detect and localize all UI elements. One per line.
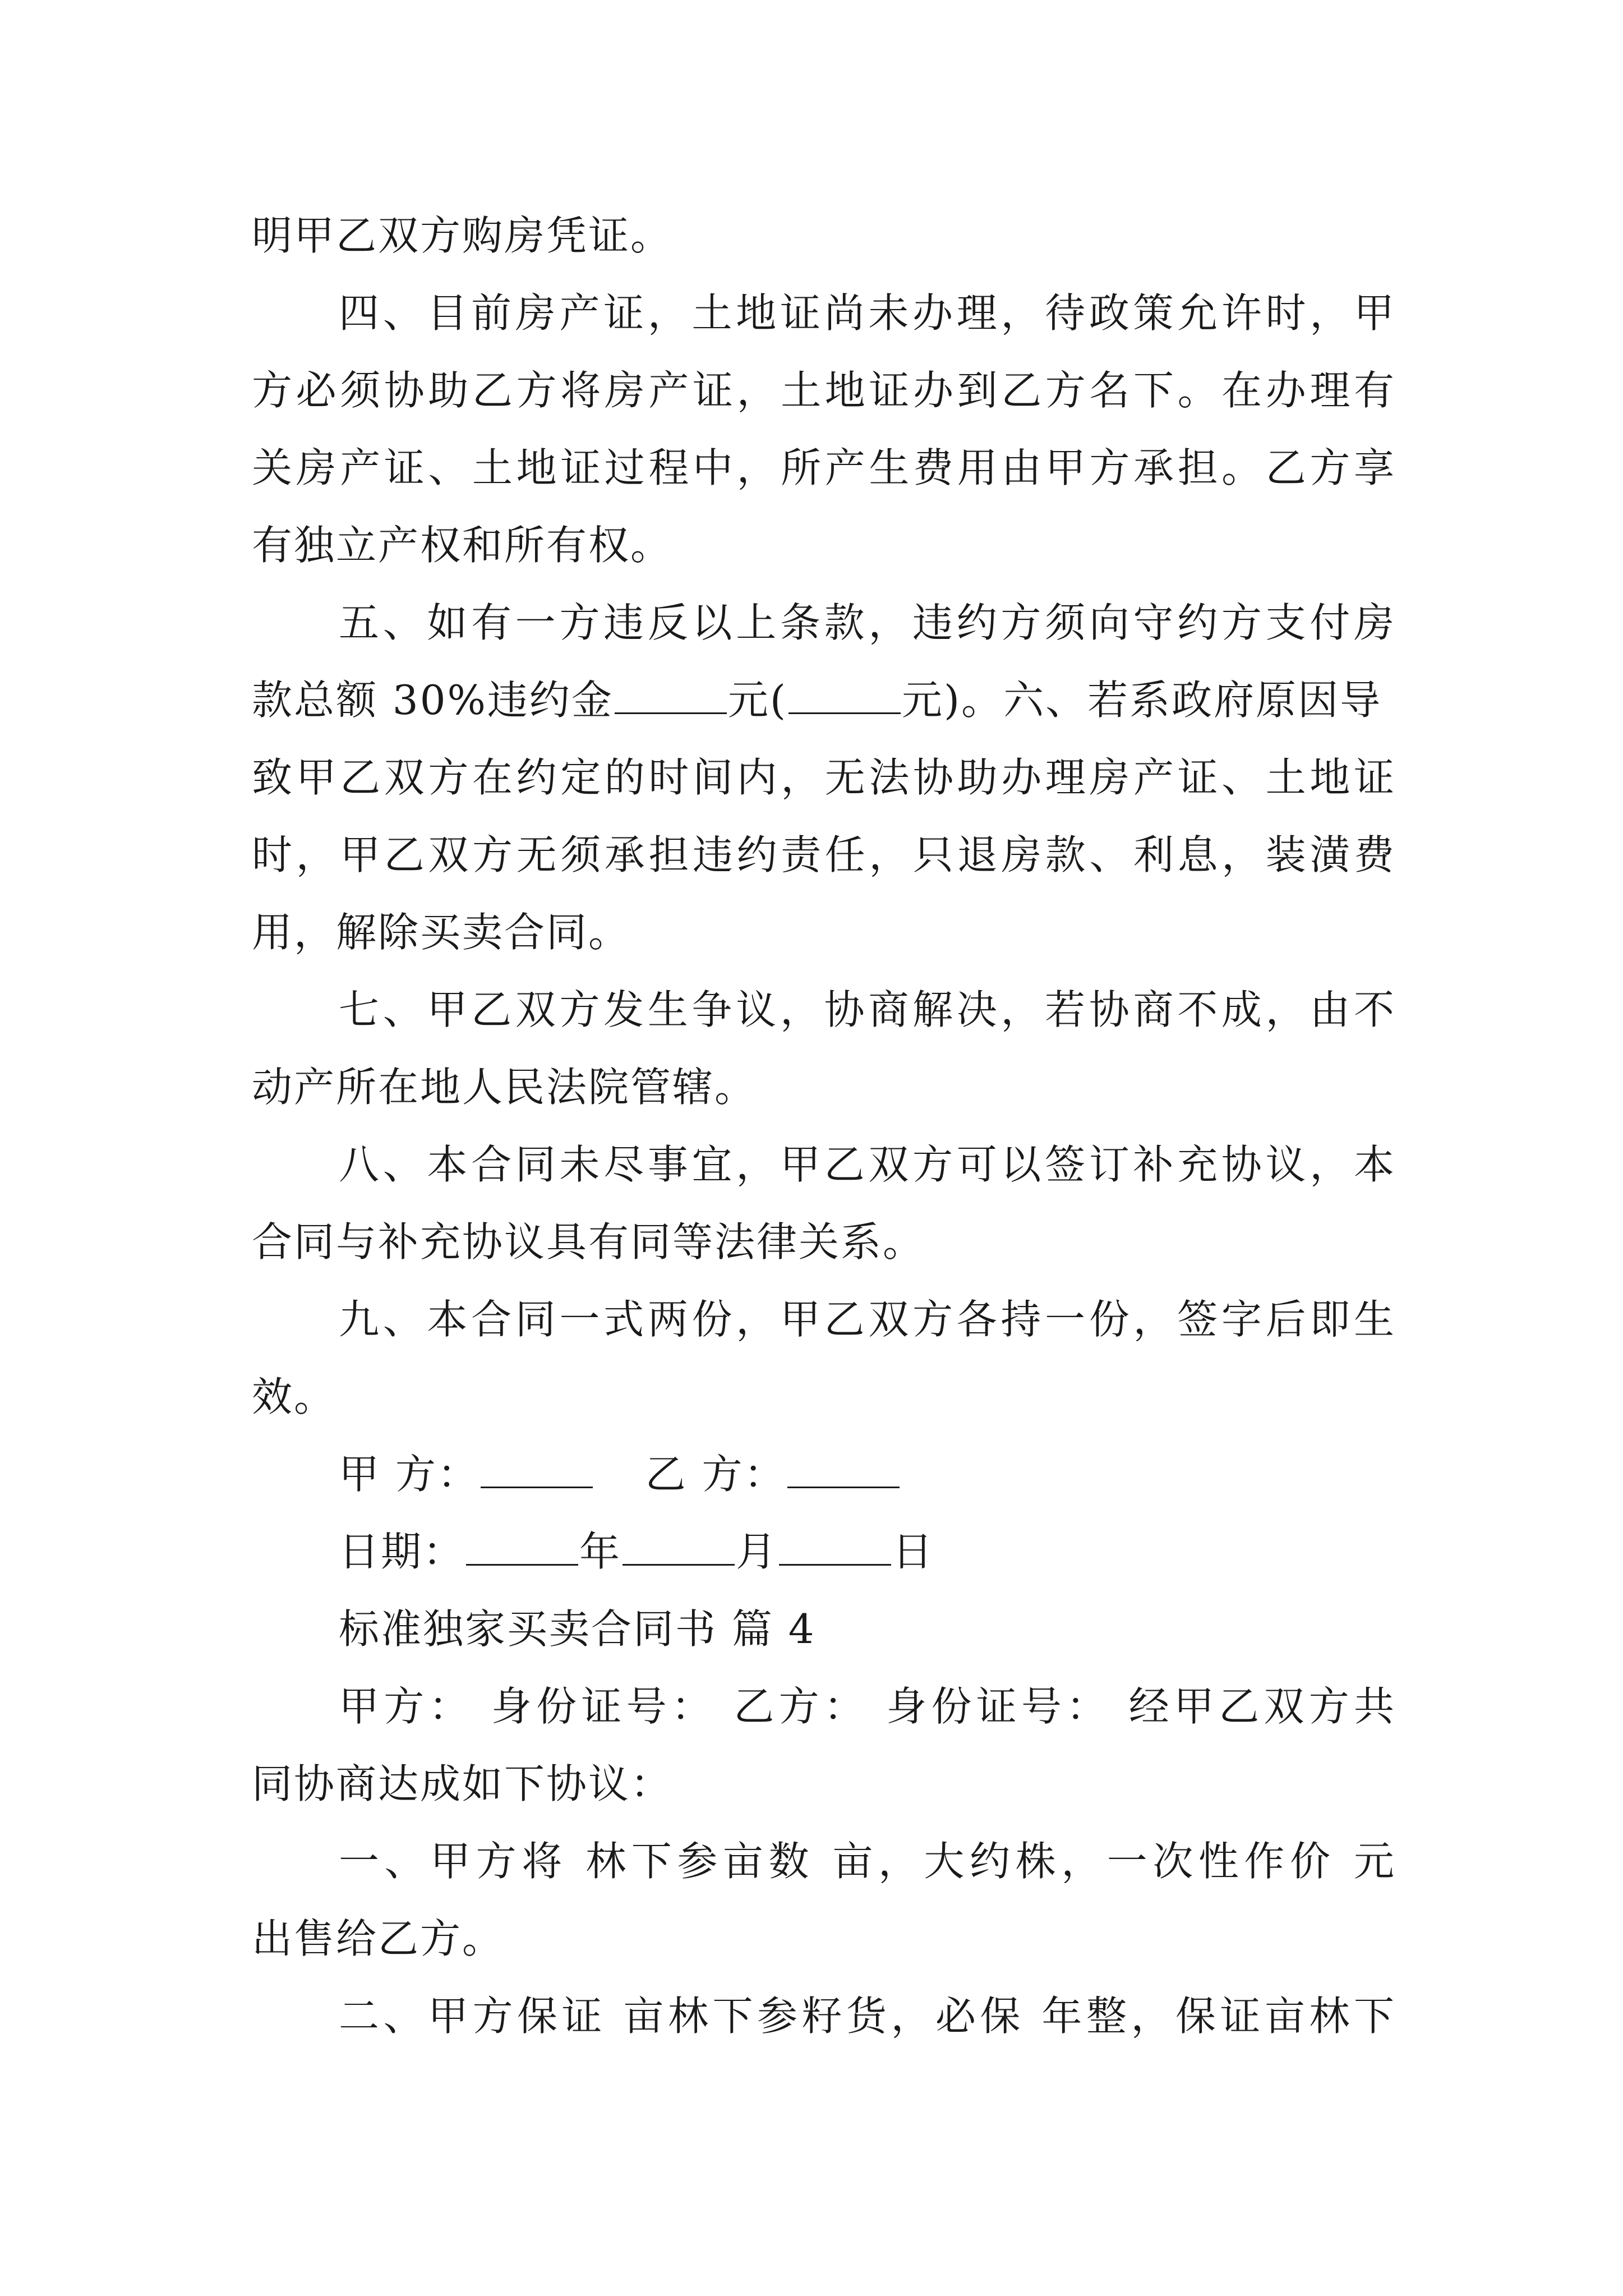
- clause-5-line: 五、如有一方违反以上条款，违约方须向守约方支付房: [339, 599, 1396, 646]
- article-1-line: 一、甲方将 林下参亩数 亩，大约株，一次性作价 元: [339, 1838, 1396, 1885]
- party-a-blank: [481, 1452, 593, 1488]
- date-line: [339, 1524, 1396, 1580]
- clause-8-line: 合同与补充协议具有同等法律关系。: [252, 1218, 925, 1266]
- clause-6-text: 元)。六、若系政府原因导: [902, 677, 1382, 724]
- clause-8-line: 八、本合同未尽事宜，甲乙双方可以签订补充协议，本: [339, 1141, 1396, 1188]
- clause-4-line: 方必须协助乙方将房产证，土地证办到乙方名下。在办理有: [252, 367, 1396, 414]
- article-1-line: 出售给乙方。: [252, 1915, 505, 1962]
- clause-4-line: 有独立产权和所有权。: [252, 522, 673, 569]
- signature-line: [339, 1446, 1396, 1502]
- clause-6-line: 致甲乙双方在约定的时间内，无法协助办理房产证、土地证: [252, 754, 1396, 801]
- party-b-label: 乙 方：: [645, 1451, 786, 1498]
- year-label: 年: [579, 1528, 622, 1575]
- clause-5-line: [252, 672, 1396, 728]
- month-blank: [623, 1529, 735, 1566]
- clause-5-text: 款总额 30%违约金: [252, 677, 614, 724]
- clause-4-line: 关房产证、土地证过程中，所产生费用由甲方承担。乙方享: [252, 444, 1396, 491]
- year-blank: [466, 1529, 578, 1566]
- amount-blank: [789, 678, 901, 714]
- clause-6-line: 用，解除买卖合同。: [252, 909, 631, 956]
- party-a-label: 甲 方：: [339, 1451, 479, 1498]
- day-blank: [779, 1529, 891, 1566]
- clause-7-line: 动产所在地人民法院管辖。: [252, 1064, 757, 1111]
- section-heading: 标准独家买卖合同书 篇 4: [339, 1605, 816, 1653]
- party-b-blank: [787, 1452, 900, 1488]
- day-label: 日: [892, 1528, 935, 1575]
- clause-9-line: 效。: [252, 1373, 336, 1420]
- clause-7-line: 七、甲乙双方发生争议，协商解决，若协商不成，由不: [339, 986, 1396, 1033]
- article-2-line: 二、甲方保证 亩林下参籽货，必保 年整，保证亩林下: [339, 1993, 1396, 2040]
- clause-9-line: 九、本合同一式两份，甲乙双方各持一份，签字后即生: [339, 1296, 1396, 1343]
- clause-4-line: 四、目前房产证，土地证尚未办理，待政策允许时，甲: [339, 289, 1396, 337]
- month-label: 月: [736, 1528, 778, 1575]
- preamble-line: 同协商达成如下协议：: [252, 1760, 673, 1807]
- paragraph-line: 明甲乙双方购房凭证。: [252, 212, 673, 259]
- amount-blank: [615, 678, 727, 714]
- date-label: 日期：: [339, 1528, 465, 1575]
- clause-6-line: 时，甲乙双方无须承担违约责任，只退房款、利息，装潢费: [252, 831, 1396, 878]
- clause-5-text: 元(: [727, 677, 788, 724]
- preamble-line: 甲方： 身份证号： 乙方： 身份证号： 经甲乙双方共: [339, 1683, 1396, 1730]
